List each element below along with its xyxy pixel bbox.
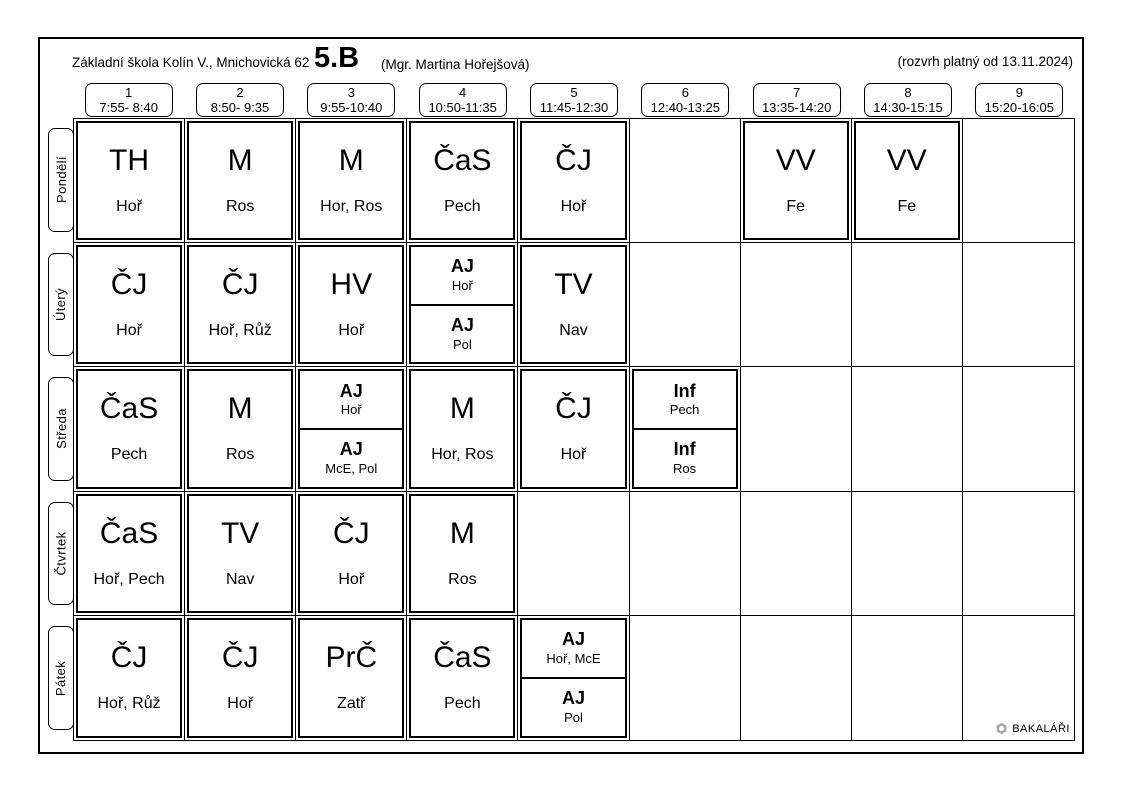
subject-label: AJ (339, 439, 363, 460)
teacher-label: Hoř (116, 322, 142, 340)
cell-day5-period2 (185, 616, 296, 740)
teacher-label: Pech (444, 695, 481, 713)
cell-day4-period5 (518, 492, 629, 616)
teacher-label: Ros (448, 570, 477, 588)
cell-day4-period2 (185, 492, 296, 616)
subject-label: TV (554, 268, 593, 302)
teacher-label: Zatř (337, 695, 366, 713)
cell-day3-period9 (963, 367, 1074, 491)
teacher-label: Fe (786, 198, 806, 216)
period-time: 14:30-15:15 (873, 100, 943, 115)
gear-icon (995, 722, 1008, 735)
period-number: 5 (570, 85, 578, 100)
lesson-half (411, 247, 513, 304)
period-number: 7 (793, 85, 801, 100)
cell-day2-period5 (518, 243, 629, 367)
cell-day3-period8 (852, 367, 963, 491)
cell-day1-period8 (852, 119, 963, 243)
teacher-label: Hoř, Růž (97, 695, 161, 713)
day-name: Pondělí (53, 156, 69, 204)
school-name: Základní škola Kolín V., Mnichovická 62 (72, 55, 310, 70)
teacher-label: Hoř (560, 446, 587, 464)
bakalari-logo (995, 722, 1070, 735)
teacher-label: Nav (559, 322, 588, 340)
period-time: 8:50- 9:35 (210, 100, 270, 115)
subject-label: PrČ (325, 641, 378, 675)
subject-label: AJ (450, 256, 474, 277)
lesson (409, 369, 515, 488)
lesson (76, 245, 182, 364)
subject-label: AJ (450, 315, 474, 336)
lesson (520, 369, 626, 488)
cell-day2-period1 (74, 243, 185, 367)
subject-label: ČaS (99, 392, 159, 426)
teacher-label: Ros (673, 461, 697, 477)
cell-day2-period6 (630, 243, 741, 367)
cell-day2-period3 (296, 243, 407, 367)
lesson (298, 245, 404, 364)
subject-label: VV (775, 144, 816, 178)
day-name: Čtvrtek (53, 531, 69, 576)
subject-label: AJ (561, 629, 585, 650)
cell-day1-period5 (518, 119, 629, 243)
period-time: 9:55-10:40 (320, 100, 383, 115)
cell-day5-period1 (74, 616, 185, 740)
period-number: 6 (681, 85, 689, 100)
validity-note: (rozvrh platný od 13.11.2024) (897, 54, 1073, 69)
lesson-split (520, 618, 626, 738)
lesson-half (300, 371, 402, 428)
lesson (854, 121, 960, 240)
cell-day3-period1 (74, 367, 185, 491)
subject-label: TH (109, 144, 150, 178)
lesson (409, 121, 515, 240)
teacher-label: Hoř (338, 570, 365, 588)
cell-day5-period5 (518, 616, 629, 740)
lesson (187, 245, 293, 364)
subject-label: ČaS (433, 641, 492, 675)
teacher-label: Hoř (227, 695, 254, 713)
cell-day3-period3 (296, 367, 407, 491)
lesson (520, 121, 626, 240)
subject-label: Inf (673, 439, 696, 460)
subject-label: ČaS (99, 516, 159, 550)
cell-day1-period7 (741, 119, 852, 243)
lesson-half (634, 371, 736, 428)
teacher-label: Pech (110, 446, 148, 464)
teacher-label: Hoř (116, 198, 142, 216)
subject-label: ČJ (555, 144, 592, 178)
cell-day4-period1 (74, 492, 185, 616)
day-name: Středa (53, 408, 69, 450)
teacher-label: Fe (897, 198, 917, 216)
cell-day3-period7 (741, 367, 852, 491)
subject-label: ČJ (110, 268, 148, 302)
lesson (76, 369, 182, 488)
cell-day4-period3 (296, 492, 407, 616)
period-number: 4 (459, 85, 467, 100)
cell-day2-period4 (407, 243, 518, 367)
day-label-4 (48, 502, 74, 606)
lesson (409, 618, 515, 738)
cell-day5-period3 (296, 616, 407, 740)
lesson (298, 121, 404, 240)
lesson (76, 618, 182, 738)
cell-day4-period9 (963, 492, 1074, 616)
cell-day1-period9 (963, 119, 1074, 243)
cell-day1-period1 (74, 119, 185, 243)
teacher-label: Hoř (451, 278, 473, 294)
lesson-split (298, 369, 404, 488)
subject-label: AJ (339, 380, 363, 401)
lesson-half (634, 428, 736, 487)
cell-day3-period2 (185, 367, 296, 491)
day-label-2 (48, 253, 74, 357)
cell-day3-period6 (630, 367, 741, 491)
period-number: 8 (904, 85, 912, 100)
cell-day4-period7 (741, 492, 852, 616)
teacher-label: Hoř, Růž (208, 322, 272, 340)
subject-label: ČJ (110, 641, 148, 675)
day-label-1 (48, 128, 74, 232)
subject-label: ČJ (332, 516, 370, 550)
subject-label: TV (220, 516, 260, 550)
cell-day2-period8 (852, 243, 963, 367)
cell-day5-period7 (741, 616, 852, 740)
subject-label: ČJ (221, 268, 259, 302)
period-number: 9 (1015, 85, 1023, 100)
cell-day4-period6 (630, 492, 741, 616)
period-time: 12:40-13:25 (650, 100, 721, 115)
subject-label: M (227, 144, 253, 178)
subject-label: HV (330, 268, 373, 302)
cell-day4-period8 (852, 492, 963, 616)
teacher-label: Hoř (560, 198, 587, 216)
lesson (76, 494, 182, 613)
lesson-half (411, 304, 513, 363)
timetable-grid (73, 118, 1075, 741)
period-number: 1 (125, 85, 133, 100)
lesson (187, 121, 293, 240)
cell-day5-period8 (852, 616, 963, 740)
period-number: 3 (347, 85, 355, 100)
cell-day4-period4 (407, 492, 518, 616)
period-time: 15:20-16:05 (984, 100, 1055, 115)
period-time: 13:35-14:20 (761, 100, 832, 115)
day-name: Pátek (53, 660, 69, 696)
cell-day5-period6 (630, 616, 741, 740)
day-label-3 (48, 377, 74, 481)
subject-label: ČJ (221, 641, 259, 675)
lesson-split (632, 369, 738, 488)
lesson (298, 618, 404, 738)
class-title: 5.B (314, 42, 360, 74)
cell-day1-period3 (296, 119, 407, 243)
lesson-half (300, 428, 402, 487)
lesson (187, 369, 293, 488)
period-time: 10:50-11:35 (428, 100, 497, 115)
teacher-label: Ros (225, 198, 255, 216)
bakalari-logo-text: BAKALÁŘI (1012, 722, 1070, 735)
cell-day2-period9 (963, 243, 1074, 367)
teacher-label: McE, Pol (325, 461, 378, 477)
lesson (187, 494, 293, 613)
teacher-label: Hoř, McE (546, 651, 601, 667)
teacher-label: Hoř, Pech (93, 570, 165, 588)
subject-label: M (449, 516, 475, 550)
lesson (187, 618, 293, 738)
subject-label: AJ (561, 688, 585, 709)
lesson-split (409, 245, 515, 364)
cell-day5-period4 (407, 616, 518, 740)
period-number: 2 (236, 85, 244, 100)
lesson (76, 121, 182, 240)
cell-day1-period4 (407, 119, 518, 243)
subject-label: M (227, 392, 253, 426)
lesson (743, 121, 849, 240)
cell-day1-period6 (630, 119, 741, 243)
subject-label: M (449, 392, 475, 426)
lesson (409, 494, 515, 613)
lesson-half (522, 620, 624, 677)
day-name: Úterý (53, 287, 69, 321)
subject-label: Inf (673, 380, 696, 401)
lesson-half (522, 677, 624, 736)
day-label-5 (48, 626, 74, 730)
cell-day3-period4 (407, 367, 518, 491)
teacher-label: Hor, Ros (431, 446, 494, 464)
subject-label: VV (886, 144, 927, 178)
teacher-label: Pech (669, 402, 700, 418)
cell-day1-period2 (185, 119, 296, 243)
period-time: 7:55- 8:40 (99, 100, 158, 115)
cell-day3-period5 (518, 367, 629, 491)
teacher-label: Hoř (338, 322, 365, 340)
teacher-label: Nav (225, 570, 255, 588)
class-teacher: (Mgr. Martina Hořejšová) (381, 57, 530, 72)
teacher-label: Hoř (340, 402, 362, 418)
teacher-label: Ros (225, 446, 255, 464)
lesson (520, 245, 626, 364)
lesson (298, 494, 404, 613)
cell-day2-period2 (185, 243, 296, 367)
cell-day2-period7 (741, 243, 852, 367)
subject-label: ČJ (555, 392, 592, 426)
teacher-label: Pol (452, 336, 472, 352)
teacher-label: Pech (444, 198, 481, 216)
teacher-label: Hor, Ros (320, 198, 383, 216)
teacher-label: Pol (564, 710, 583, 726)
period-time: 11:45-12:30 (539, 100, 609, 115)
subject-label: M (338, 144, 364, 178)
subject-label: ČaS (433, 144, 492, 178)
